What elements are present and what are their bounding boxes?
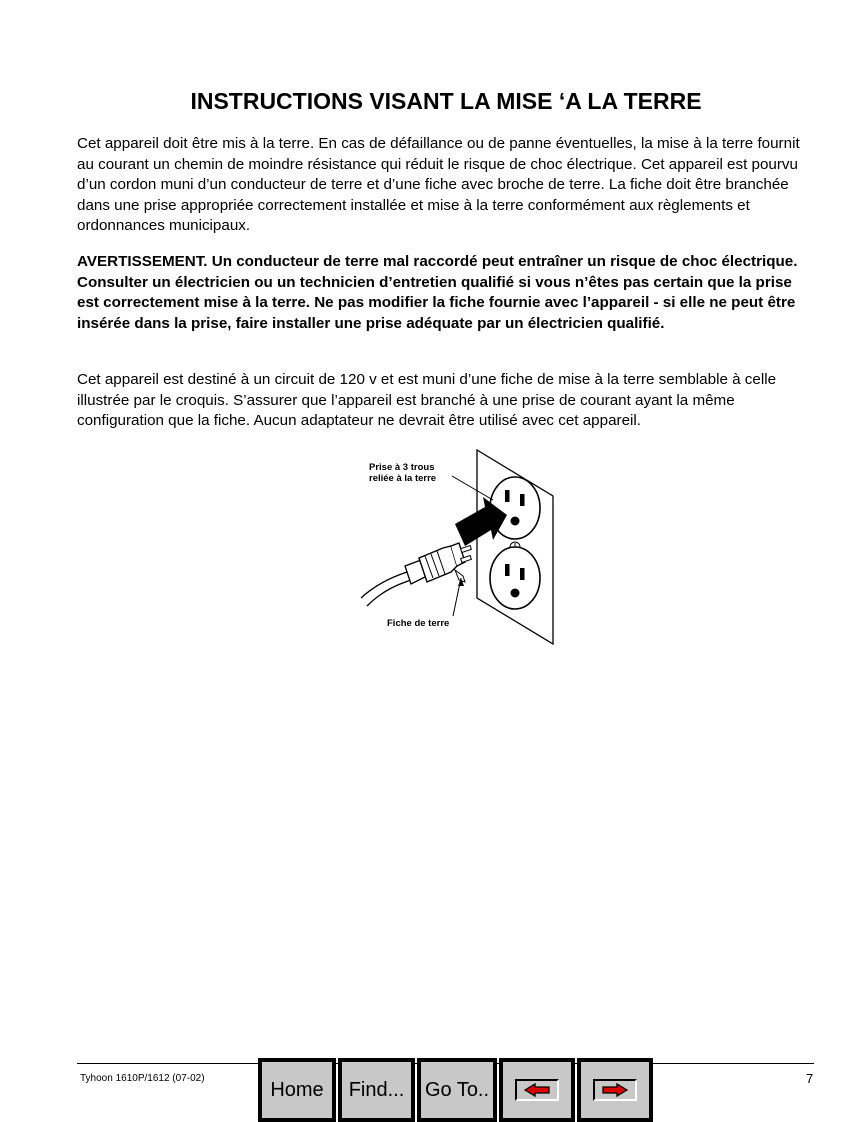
page-title: INSTRUCTIONS VISANT LA MISE ‘A LA TERRE [190,88,702,114]
navigation-bar [258,1058,655,1122]
circuit-paragraph: Cet appareil est destiné à un circuit de 120 v et est muni d’une fiche de mise à la terre semblable à celle illustrée par le croquis. S’assurer que l’appareil est branché à une prise de courant ayant la même configuration que la fiche. Aucun adaptateur ne devrait être utilisé avec cet appareil. [77,371,777,429]
lower-receptacle [490,547,540,609]
outlet-label-line1: Prise à 3 trous [369,462,435,473]
grounded-plug-illustration [355,448,570,648]
find-button[interactable]: Find... [338,1058,415,1122]
previous-arrow-frame [515,1079,559,1101]
goto-button[interactable]: Go To.. [417,1058,497,1122]
home-button[interactable]: Home [258,1058,336,1122]
grounding-paragraph: Cet appareil doit être mis à la terre. En cas de défaillance ou de panne éventuelles, la mise à la terre fournit au courant un chemin de moindre résistance qui réduit le risque de choc électrique. Cet appareil est pourvu d’un cordon muni d’un conducteur de terre et d’une fiche avec broche de terre. La fiche doit être branchée dans une prise appropriée correctement installée et mise à la terre conformément aux règlements et ordonnances municipaux. [77,135,800,234]
document-id: Tyhoon 1610P/1612 (07-02) [80,1073,205,1084]
next-arrow-frame [593,1079,637,1101]
red-left-arrow-icon [524,1083,550,1097]
next-page-button[interactable] [577,1058,653,1122]
warning-paragraph: AVERTISSEMENT. Un conducteur de terre mal raccordé peut entraîner un risque de choc électrique. Consulter un électricien ou un technicien d’entretien qualifié si vous n’êtes pas certain que la prise est correctement mise à la terre. Ne pas modifier la fiche fournie avec l’appareil - si elle ne peut être insérée dans la prise, faire installer une prise adéquate par un électricien qualifié. [77,253,798,332]
plug-label: Fiche de terre [387,618,450,629]
previous-page-button[interactable] [499,1058,575,1122]
red-right-arrow-icon [602,1083,628,1097]
power-cord [361,572,407,598]
outlet-label-line2: reliée à la terre [369,473,437,484]
page-number: 7 [806,1071,814,1086]
